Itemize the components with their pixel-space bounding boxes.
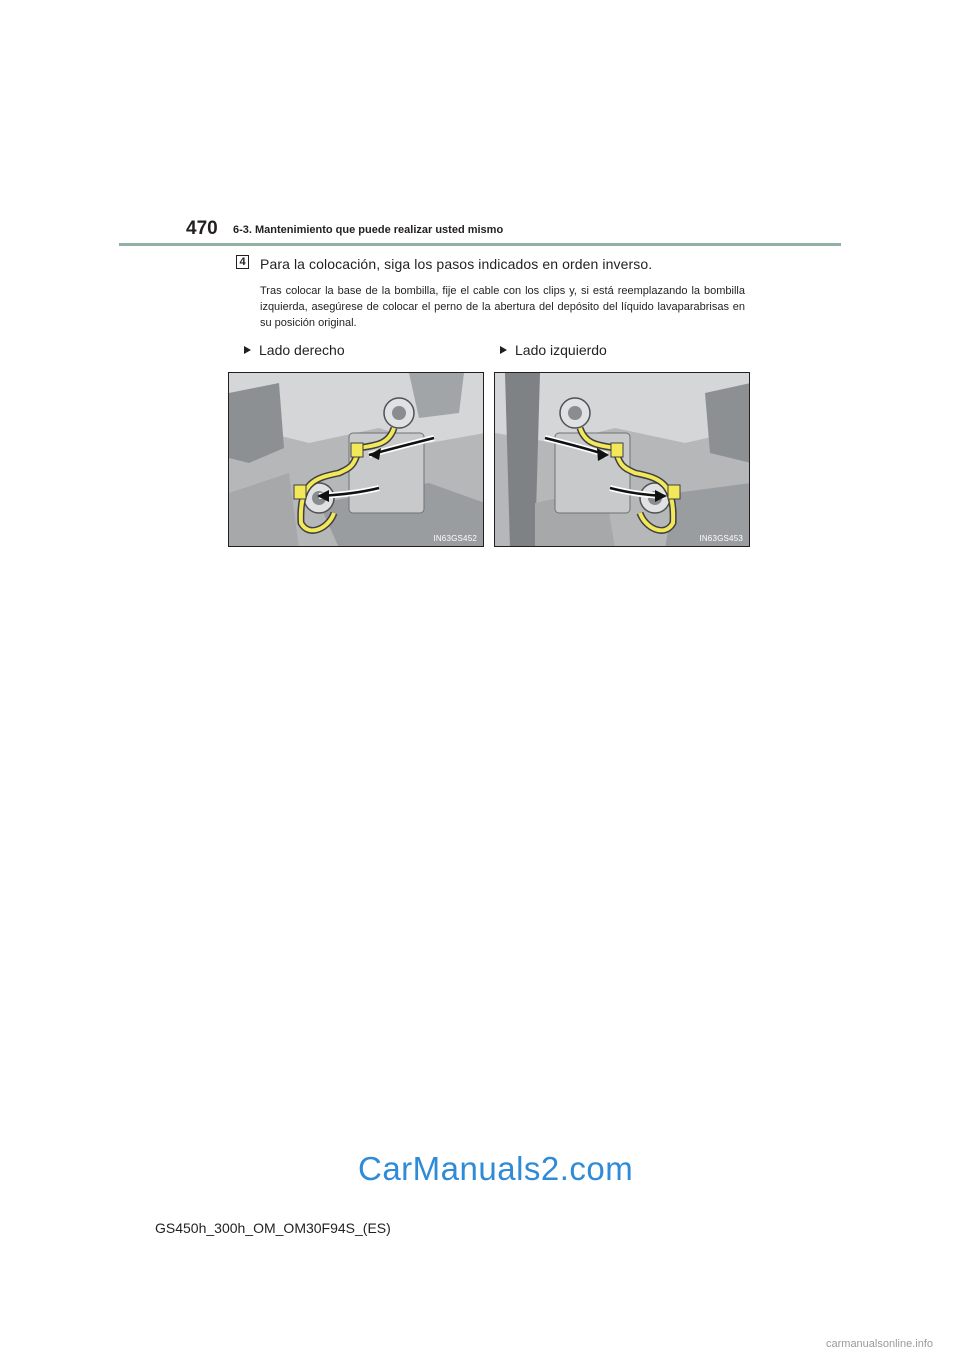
caption-text: Lado izquierdo [515, 342, 607, 358]
figure-right-side-headlight [228, 372, 484, 547]
page-number: 470 [186, 218, 218, 239]
header-rule [119, 243, 841, 246]
step-number-badge: 4 [236, 255, 249, 269]
engine-bay-illustration [495, 373, 750, 547]
step-instruction: Para la colocación, siga los pasos indicados en orden inverso. [260, 256, 653, 272]
figure-left-side-headlight [494, 372, 750, 547]
watermark-logo: CarManuals2.com [358, 1150, 634, 1187]
figure-code: IN63GS453 [699, 534, 743, 543]
triangle-bullet-icon [500, 346, 507, 354]
figure-caption-left-side [500, 342, 607, 358]
watermark-bottom: carmanualsonline.info [826, 1338, 934, 1350]
section-title: 6-3. Mantenimiento que puede realizar usted mismo [233, 224, 504, 236]
engine-bay-illustration [229, 373, 484, 547]
step-note: Tras colocar la base de la bombilla, fije el cable con los clips y, si está reemplazando la bombilla izquierda, asegúrese de colocar el perno de la abertura del depósito del líquido lavaparabrisas en su posición original. [260, 285, 745, 329]
footer-document-code: GS450h_300h_OM_OM30F94S_(ES) [155, 1220, 391, 1236]
figure-caption-right-side [244, 342, 345, 358]
figure-code: IN63GS452 [433, 534, 477, 543]
caption-text: Lado derecho [259, 342, 345, 358]
triangle-bullet-icon [244, 346, 251, 354]
